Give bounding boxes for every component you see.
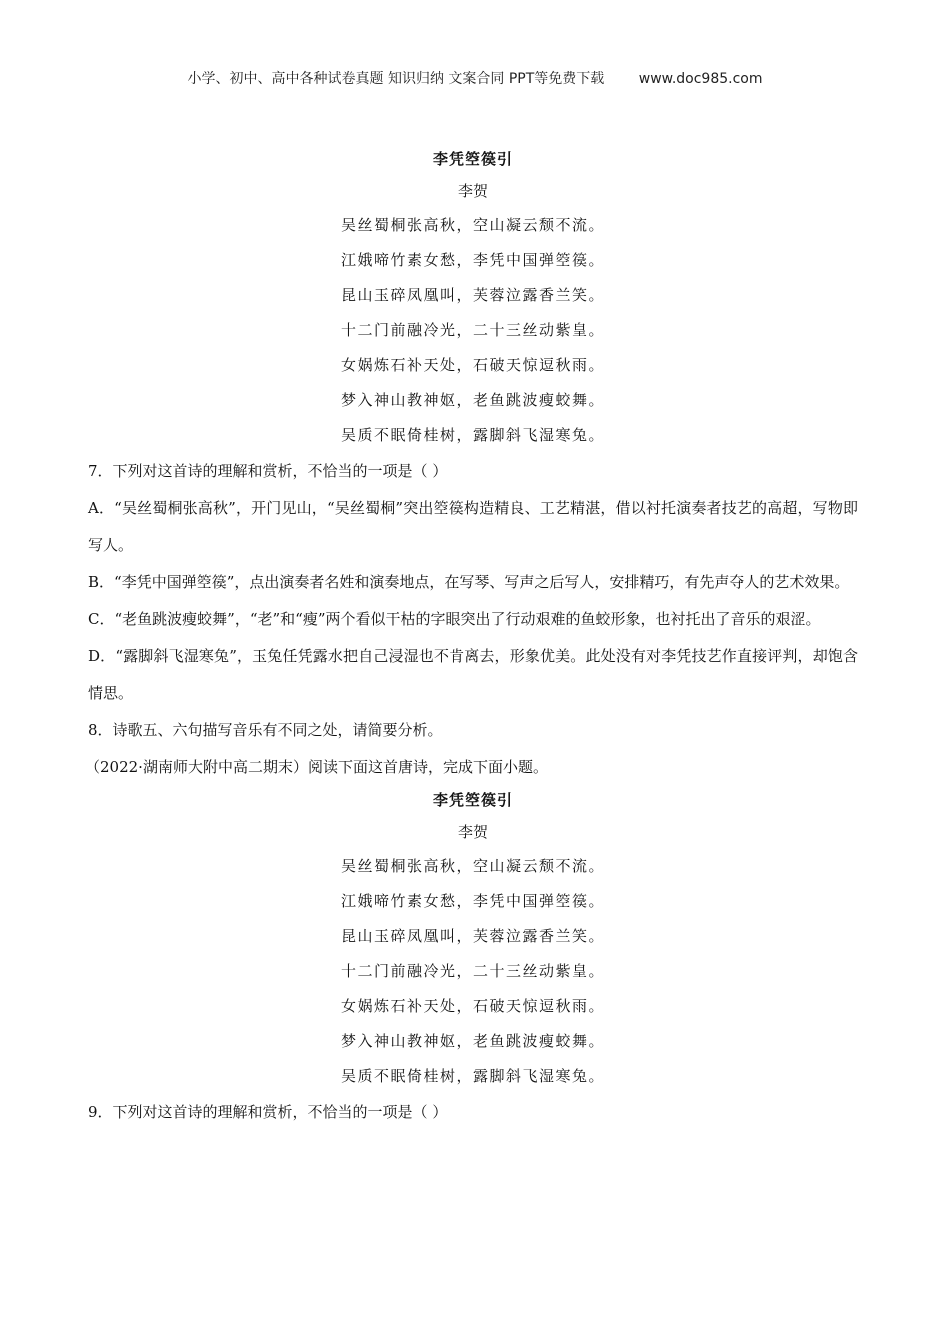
poem-title: 李凭箜篌引 bbox=[432, 150, 513, 168]
header-text: 小学、初中、高中各种试卷真题 知识归纳 文案合同 PPT等免费下载 bbox=[187, 71, 605, 87]
question-8-stem: 8．诗歌五、六句描写音乐有不同之处，请简要分析。 bbox=[88, 721, 443, 739]
poem-block-1 bbox=[88, 144, 858, 453]
poem-line: 十二门前融冷光，二十三丝动紫皇。 bbox=[340, 962, 605, 980]
poem-line: 昆山玉碎凤凰叫，芙蓉泣露香兰笑。 bbox=[340, 286, 605, 304]
header-url[interactable]: www.doc985.com bbox=[638, 71, 763, 87]
poem-line: 梦入神山教神妪，老鱼跳波瘦蛟舞。 bbox=[340, 391, 605, 409]
section-intro: （2022·湖南师大附中高二期末）阅读下面这首唐诗，完成下面小题。 bbox=[85, 758, 548, 776]
question-7-option-c: C．“老鱼跳波瘦蛟舞”，“老”和“瘦”两个看似干枯的字眼突出了行动艰难的鱼蛟形象，也衬托出了音乐的艰涩。 bbox=[88, 610, 821, 628]
poem-line: 江娥啼竹素女愁，李凭中国弹箜篌。 bbox=[340, 892, 605, 910]
document-body bbox=[85, 144, 858, 1131]
poem-line: 吴丝蜀桐张高秋，空山凝云颓不流。 bbox=[340, 857, 605, 875]
poem-line: 梦入神山教神妪，老鱼跳波瘦蛟舞。 bbox=[340, 1032, 605, 1050]
poem-line: 吴丝蜀桐张高秋，空山凝云颓不流。 bbox=[340, 216, 605, 234]
poem-author: 李贺 bbox=[457, 823, 488, 841]
poem-line: 女娲炼石补天处，石破天惊逗秋雨。 bbox=[340, 356, 605, 374]
poem-author: 李贺 bbox=[457, 182, 488, 200]
poem-line: 江娥啼竹素女愁，李凭中国弹箜篌。 bbox=[340, 251, 605, 269]
poem-line: 吴质不眠倚桂树，露脚斜飞湿寒兔。 bbox=[340, 426, 605, 444]
question-7-option-d: D．“露脚斜飞湿寒兔”，玉兔任凭露水把自己浸湿也不肯离去，形象优美。此处没有对李凭技艺作直接评判，却饱含情思。 bbox=[88, 647, 858, 702]
page-header bbox=[0, 68, 950, 88]
poem-line: 女娲炼石补天处，石破天惊逗秋雨。 bbox=[340, 997, 605, 1015]
poem-line: 吴质不眠倚桂树，露脚斜飞湿寒兔。 bbox=[340, 1067, 605, 1085]
question-7-option-b: B．“李凭中国弹箜篌”，点出演奏者名姓和演奏地点，在写琴、写声之后写人，安排精巧，有先声夺人的艺术效果。 bbox=[88, 573, 850, 591]
poem-block-2 bbox=[88, 785, 858, 1094]
poem-line: 昆山玉碎凤凰叫，芙蓉泣露香兰笑。 bbox=[340, 927, 605, 945]
poem-title: 李凭箜篌引 bbox=[432, 791, 513, 809]
question-9-stem: 9．下列对这首诗的理解和赏析，不恰当的一项是（ ） bbox=[88, 1103, 448, 1121]
question-7-option-a: A．“吴丝蜀桐张高秋”，开门见山，“吴丝蜀桐”突出箜篌构造精良、工艺精湛，借以衬托演奏者技艺的高超，写物即写人。 bbox=[88, 499, 858, 554]
question-7-stem: 7．下列对这首诗的理解和赏析，不恰当的一项是（ ） bbox=[88, 462, 448, 480]
poem-line: 十二门前融冷光，二十三丝动紫皇。 bbox=[340, 321, 605, 339]
